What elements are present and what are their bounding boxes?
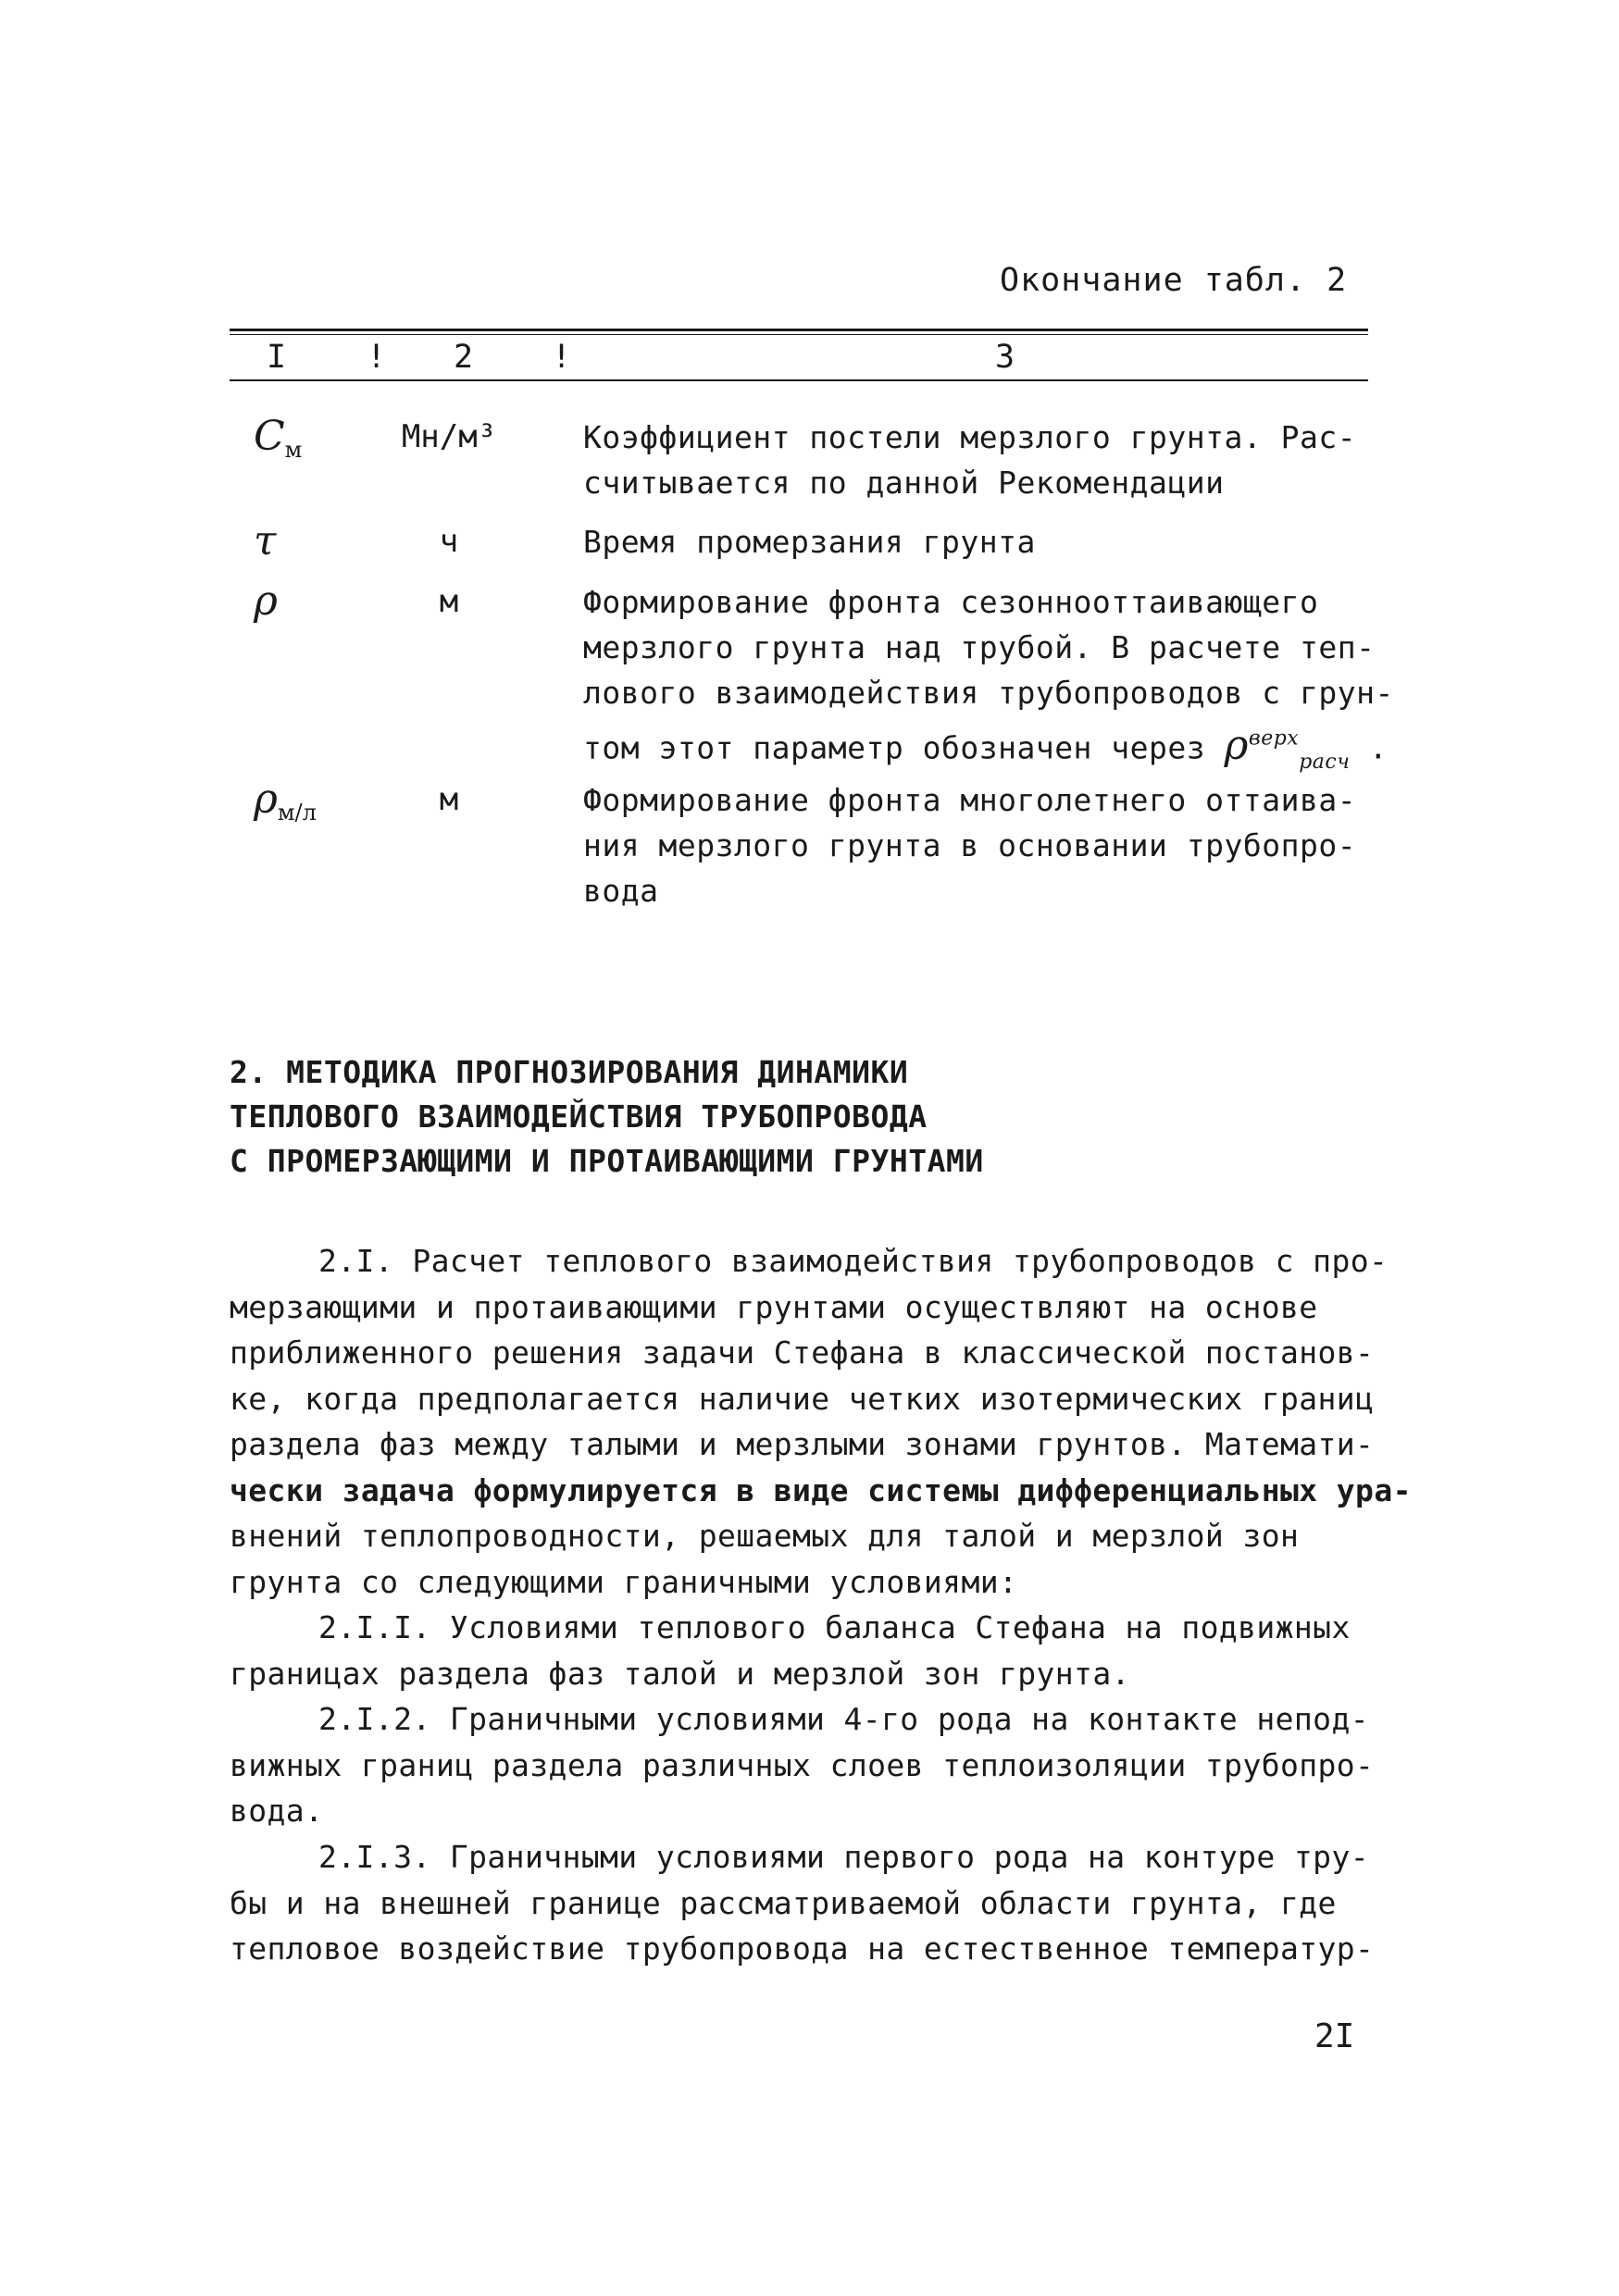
paragraph-2-1-3 — [230, 1834, 1405, 1972]
table-header-col2: 2 — [454, 339, 474, 376]
paragraph-line: внений теплопроводности, решаемых для талой и мерзлой зон — [230, 1518, 1300, 1554]
inline-symbol-subscript: расч — [1299, 750, 1351, 774]
description-line: мерзлого грунта над трубой. В расчете теп- — [583, 629, 1376, 665]
inline-symbol-letter: ρ — [1224, 721, 1249, 769]
description-line: ния мерзлого грунта в основании трубопро- — [583, 827, 1357, 863]
section-title-line: ТЕПЛОВОГО ВЗАИМОДЕЙСТВИЯ ТРУБОПРОВОДА — [230, 1098, 928, 1135]
inline-symbol-rho — [1224, 721, 1351, 774]
symbol-letter: ρ — [254, 776, 278, 823]
paragraph-2-1-2 — [230, 1696, 1405, 1834]
paragraph-line: мерзающими и протаивающими грунтами осуществляют на основе — [230, 1288, 1318, 1325]
paragraph-2-1 — [230, 1238, 1412, 1605]
symbol-rho: ρ — [254, 577, 278, 625]
table-header-col3: 3 — [995, 339, 1015, 376]
unit-cell: м — [439, 781, 459, 818]
paragraph-line: чески задача формулируется в виде системы дифференциальных ура- — [230, 1471, 1412, 1508]
symbol-subscript: м — [284, 437, 303, 463]
paragraph-line: 2.I. Расчет теплового взаимодействия трубопроводов с про- — [318, 1243, 1389, 1279]
paragraph-line: 2.I.3. Граничными условиями первого рода на контуре тру- — [318, 1839, 1369, 1875]
symbol-subscript: м/л — [277, 800, 317, 825]
description-line: Формирование фронта сезоннооттаивающего — [583, 584, 1319, 620]
description-line: считывается по данной Рекомендации — [583, 465, 1225, 501]
table-top-rule-thin — [230, 334, 1368, 335]
table-header-separator-1: ! — [367, 339, 387, 376]
section-title-line: С ПРОМЕРЗАЮЩИМИ И ПРОТАИВАЮЩИМИ ГРУНТАМИ — [230, 1143, 984, 1179]
symbol-cm — [254, 415, 302, 472]
paragraph-line: 2.I.2. Граничными условиями 4-го рода на контакте непод- — [318, 1701, 1369, 1737]
paragraph-2-1-1 — [230, 1605, 1405, 1696]
paragraph-line: раздела фаз между талыми и мерзлыми зонами грунтов. Математи- — [230, 1426, 1375, 1462]
table-top-rule — [230, 329, 1368, 331]
unit-cell: ч — [439, 523, 459, 560]
paragraph-line: ке, когда предполагается наличие четких изотермических границ — [230, 1380, 1375, 1417]
table-header-col1: I — [267, 339, 287, 376]
description-cell — [583, 579, 1394, 784]
description-cell — [583, 415, 1379, 505]
paragraph-line: вижных границ раздела различных слоев теплоизоляции трубопро- — [230, 1746, 1375, 1783]
paragraph-line: 2.I.I. Условиями теплового баланса Стефана на подвижных — [318, 1609, 1351, 1645]
symbol-tau: τ — [254, 517, 277, 565]
description-line: Время промерзания грунта — [583, 524, 1036, 560]
description-line: вода — [583, 873, 659, 909]
table-header-bottom-rule — [230, 379, 1368, 381]
section-title-line: 2. МЕТОДИКА ПРОГНОЗИРОВАНИЯ ДИНАМИКИ — [230, 1054, 909, 1090]
description-cell — [583, 519, 1379, 565]
paragraph-line: вода. — [230, 1793, 324, 1829]
unit-cell: Мн/м³ — [401, 418, 497, 455]
paragraph-line: бы и на внешней границе рассматриваемой области грунта, где — [230, 1884, 1337, 1921]
unit-cell: м — [439, 583, 459, 620]
description-line-text: том этот параметр обозначен через — [583, 729, 1206, 766]
description-line — [583, 715, 1389, 784]
section-title — [230, 1050, 984, 1184]
description-line: Коэффициент постели мерзлого грунта. Рас- — [583, 419, 1357, 455]
description-cell — [583, 777, 1379, 913]
table-caption: Окончание табл. 2 — [1000, 262, 1348, 299]
paragraph-line: приближенного решения задачи Стефана в классической постанов- — [230, 1334, 1375, 1371]
inline-period: . — [1368, 729, 1389, 766]
symbol-rho-ml — [254, 777, 317, 835]
description-line: лового взаимодействия трубопроводов с грун- — [583, 675, 1394, 711]
table-header-separator-2: ! — [552, 339, 572, 376]
symbol-letter: C — [254, 413, 285, 460]
inline-symbol-superscript: верх — [1248, 726, 1300, 750]
page-number: 2I — [1314, 2017, 1355, 2055]
paragraph-line: границах раздела фаз талой и мерзлой зон грунта. — [230, 1655, 1130, 1692]
paragraph-line: грунта со следующими граничными условиями: — [230, 1563, 1018, 1600]
description-line: Формирование фронта многолетнего оттаива- — [583, 782, 1357, 818]
paragraph-line: тепловое воздействие трубопровода на естественное температур- — [230, 1930, 1375, 1967]
